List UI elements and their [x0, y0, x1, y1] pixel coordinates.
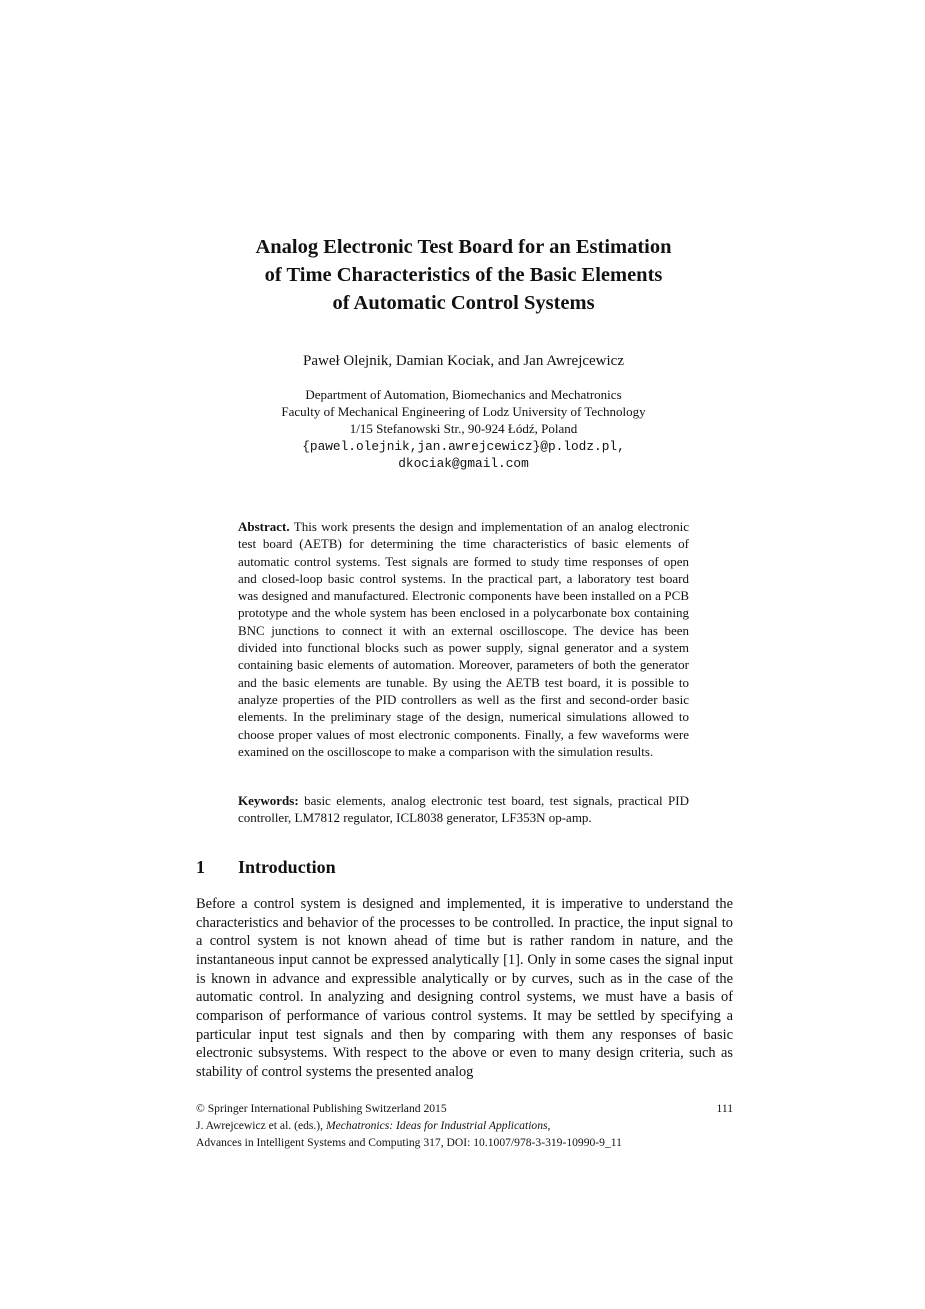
title-line: of Automatic Control Systems	[332, 292, 595, 314]
section-title: Introduction	[238, 857, 336, 877]
book-editors: J. Awrejcewicz et al. (eds.),	[196, 1118, 324, 1132]
book-title: Mechatronics: Ideas for Industrial Applications,	[325, 1118, 551, 1132]
copyright-notice: © Springer International Publishing Switzerland 2015	[196, 1102, 447, 1115]
keywords-label: Keywords:	[238, 793, 299, 808]
introduction-paragraph: Before a control system is designed and implemented, it is imperative to understand the characteristics and behavior of the processes to be controlled. In practice, the input signal to a control system is not known ahead of time but is rather random in nature, and the instantaneous input cannot be expressed analytically [1]. Only in some cases the signal input is known in advance and expressible analytically or by curves, such as in the case of the automatic control. In analyzing and designing control systems, we must have a basis of comparison of performance of various control systems. It may be settled by specifying a particular input test signals and then by comparing with them any responses of basic electronic subsystems. With respect to the above or even to many design criteria, such as stability of control systems the presented analog	[196, 896, 733, 1080]
author-email[interactable]: {pawel.olejnik,jan.awrejcewicz}@p.lodz.pl,	[302, 438, 625, 454]
section-number: 1	[196, 857, 205, 877]
keywords	[238, 792, 689, 827]
abstract-text: This work presents the design and implementation of an analog electronic test board (AETB) for determining the time characteristics of basic elements of automatic control systems. Test signals are formed to study time responses of open and closed-loop basic control systems. In the practical part, a laboratory test board was designed and manufactured. Electronic components have been installed on a PCB prototype and the whole system has been enclosed in a polycarbonate box containing BNC junctions to connect it with an external oscilloscope. The device has been divided into functional blocks such as power supply, signal generator and a system containing basic elements of automation. Moreover, parameters of both the generator and the basic elements are tunable. By using the AETB test board, it is possible to analyze properties of the PID controllers as well as the first and second-order basic elements. In the preliminary stage of the design, numerical simulations allowed to choose proper values of most electronic components. Finally, a few waveforms were examined on the oscilloscope to make a comparison with the simulation results.	[238, 519, 690, 759]
affiliation-block	[196, 386, 731, 472]
keywords-text: basic elements, analog electronic test board, test signals, practical PID controller, LM7812 regulator, ICL8038 generator, LF353N op-amp.	[238, 793, 690, 826]
author-list: Paweł Olejnik, Damian Kociak, and Jan Awrejcewicz	[302, 353, 624, 369]
page-footer	[196, 1101, 733, 1151]
title-line: of Time Characteristics of the Basic Elements	[264, 264, 663, 286]
title-line: Analog Electronic Test Board for an Estimation	[255, 236, 672, 258]
author-email[interactable]: dkociak@gmail.com	[398, 455, 529, 471]
book-series: Advances in Intelligent Systems and Computing 317, DOI: 10.1007/978-3-319-10990-9_11	[196, 1135, 622, 1149]
book-citation	[196, 1118, 733, 1135]
affiliation-faculty: Faculty of Mechanical Engineering of Lodz University of Technology	[281, 404, 646, 420]
affiliation-address: 1/15 Stefanowski Str., 90-924 Łódź, Poland	[349, 421, 578, 437]
paper-title	[196, 233, 731, 317]
abstract	[238, 518, 689, 760]
affiliation-department: Department of Automation, Biomechanics and Mechatronics	[305, 387, 622, 402]
section-heading	[196, 855, 336, 879]
page-number: 111	[716, 1102, 733, 1115]
abstract-label: Abstract.	[238, 519, 290, 534]
